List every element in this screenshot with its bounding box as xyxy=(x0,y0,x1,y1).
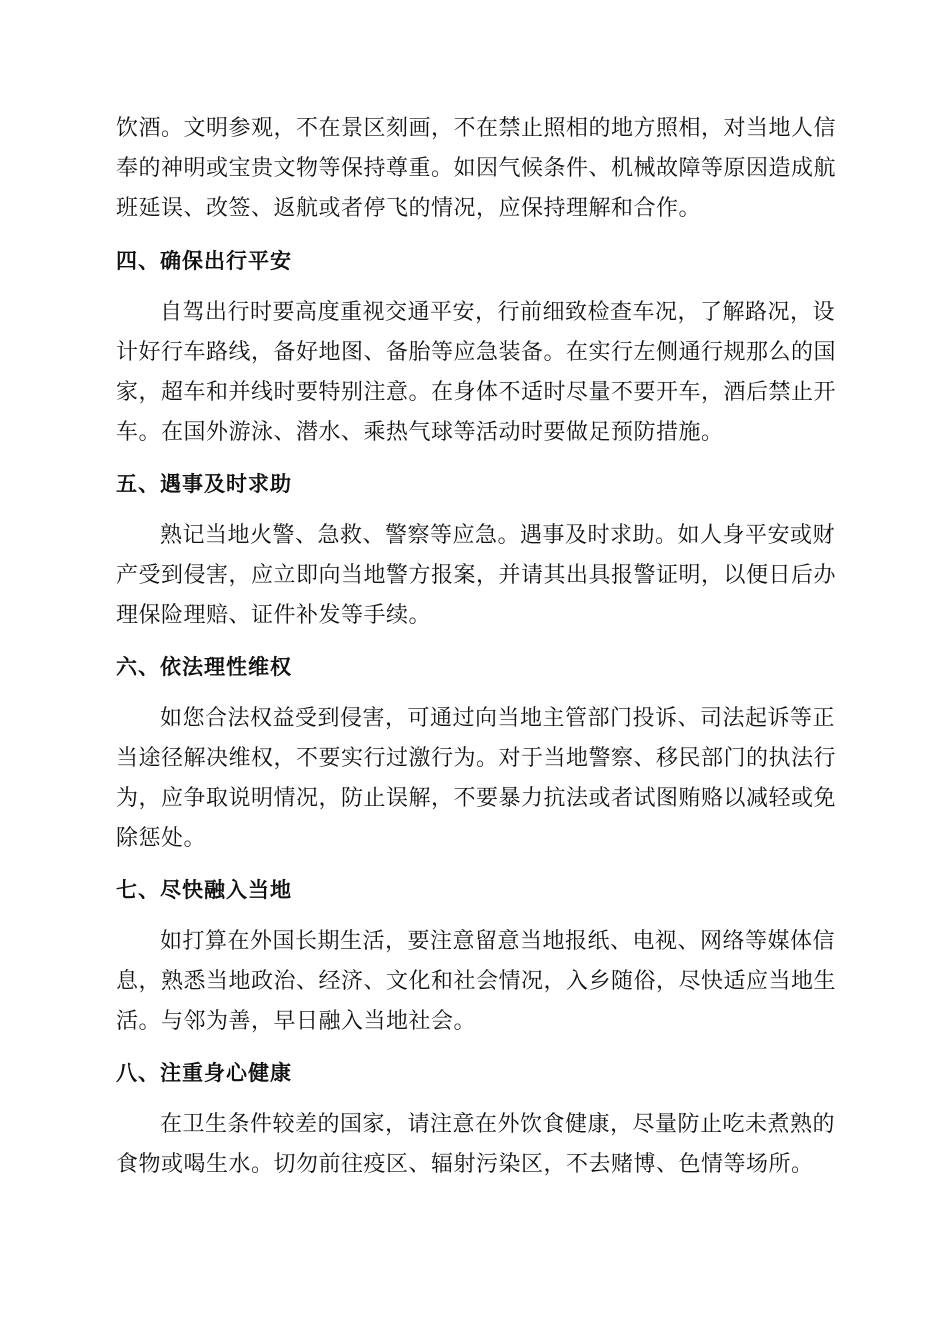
section-heading: 四、确保出行平安 xyxy=(116,249,292,273)
paragraph-line: 在卫生条件较差的国家，请注意在外饮食健康，尽量防止吃未煮熟的 xyxy=(160,1112,836,1137)
paragraph-line: 饮酒。文明参观，不在景区刻画，不在禁止照相的地方照相，对当地人信 xyxy=(116,116,837,141)
section-heading: 八、注重身心健康 xyxy=(116,1061,292,1085)
paragraph-line: 熟记当地火警、急救、警察等应急。遇事及时求助。如人身平安或财 xyxy=(160,523,836,548)
paragraph-line: 理保险理赔、证件补发等手续。 xyxy=(116,603,432,628)
paragraph-line: 自驾出行时要高度重视交通平安，行前细致检查车况，了解路况，设 xyxy=(160,300,836,325)
paragraph-line: 班延误、改签、返航或者停飞的情况，应保持理解和合作。 xyxy=(116,196,702,221)
paragraph-line: 家，超车和并线时要特别注意。在身体不适时尽量不要开车，酒后禁止开 xyxy=(116,380,837,405)
section-heading: 六、依法理性维权 xyxy=(116,655,292,679)
section-heading: 五、遇事及时求助 xyxy=(116,472,292,496)
paragraph-line: 如您合法权益受到侵害，可通过向当地主管部门投诉、司法起诉等正 xyxy=(160,706,836,731)
paragraph-line: 当途径解决维权，不要实行过激行为。对于当地警察、移民部门的执法行 xyxy=(116,746,837,771)
paragraph-line: 除惩处。 xyxy=(116,826,207,851)
paragraph-line: 产受到侵害，应立即向当地警方报案，并请其出具报警证明，以便日后办 xyxy=(116,563,837,588)
section-heading: 七、尽快融入当地 xyxy=(116,878,292,902)
paragraph-line: 为，应争取说明情况，防止误解，不要暴力抗法或者试图贿赂以减轻或免 xyxy=(116,786,837,811)
paragraph-line: 车。在国外游泳、潜水、乘热气球等活动时要做足预防措施。 xyxy=(116,420,724,445)
paragraph-line: 食物或喝生水。切勿前往疫区、辐射污染区，不去赌博、色情等场所。 xyxy=(116,1152,814,1177)
paragraph-line: 活。与邻为善，早日融入当地社会。 xyxy=(116,1009,477,1034)
paragraph-line: 奉的神明或宝贵文物等保持尊重。如因气候条件、机械故障等原因造成航 xyxy=(116,156,837,181)
paragraph-line: 如打算在外国长期生活，要注意留意当地报纸、电视、网络等媒体信 xyxy=(160,929,836,954)
paragraph-line: 计好行车路线，备好地图、备胎等应急装备。在实行左侧通行规那么的国 xyxy=(116,340,837,365)
paragraph-line: 息，熟悉当地政治、经济、文化和社会情况，入乡随俗，尽快适应当地生 xyxy=(116,969,837,994)
